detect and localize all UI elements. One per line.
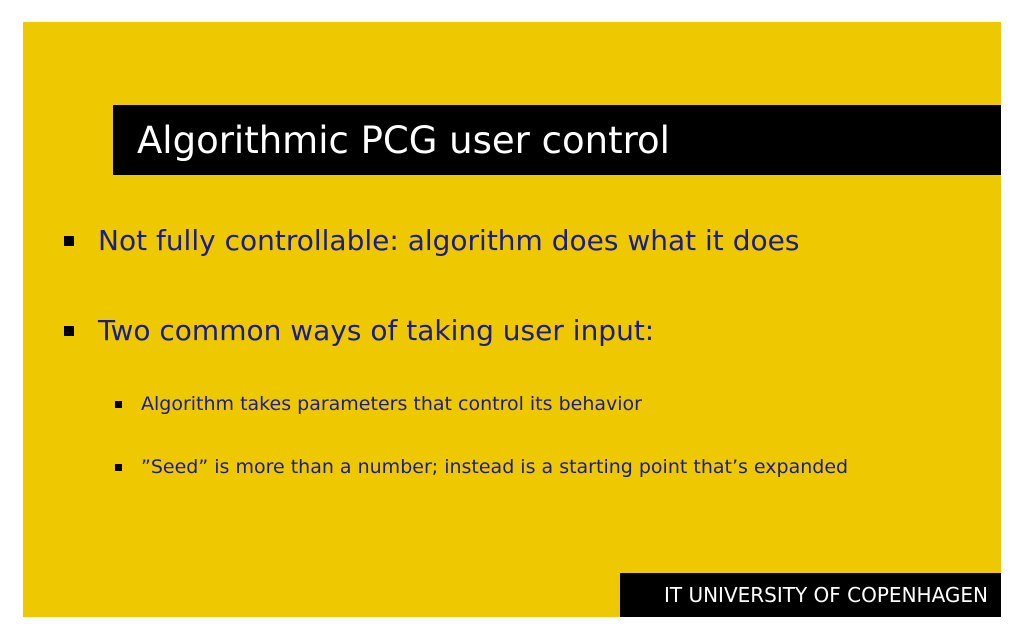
sub-bullet-item — [115, 456, 848, 478]
square-bullet-icon — [115, 464, 122, 471]
slide-title: Algorithmic PCG user control — [137, 118, 670, 162]
title-bar — [113, 105, 1001, 175]
footer-logo-text: IT UNIVERSITY OF COPENHAGEN — [663, 583, 988, 607]
sub-bullet-item — [115, 393, 642, 415]
square-bullet-icon — [64, 326, 74, 336]
bullet-text: Not fully controllable: algorithm does what it does — [98, 224, 800, 257]
bullet-text: Two common ways of taking user input: — [98, 314, 655, 347]
sub-bullet-text: Algorithm takes parameters that control its behavior — [141, 393, 642, 415]
bullet-item — [64, 224, 799, 257]
square-bullet-icon — [115, 401, 122, 408]
square-bullet-icon — [64, 236, 74, 246]
bullet-item — [64, 314, 654, 347]
footer-bar — [620, 573, 1001, 617]
slide — [23, 22, 1001, 617]
sub-bullet-text: ”Seed” is more than a number; instead is a starting point that’s expanded — [141, 456, 849, 478]
